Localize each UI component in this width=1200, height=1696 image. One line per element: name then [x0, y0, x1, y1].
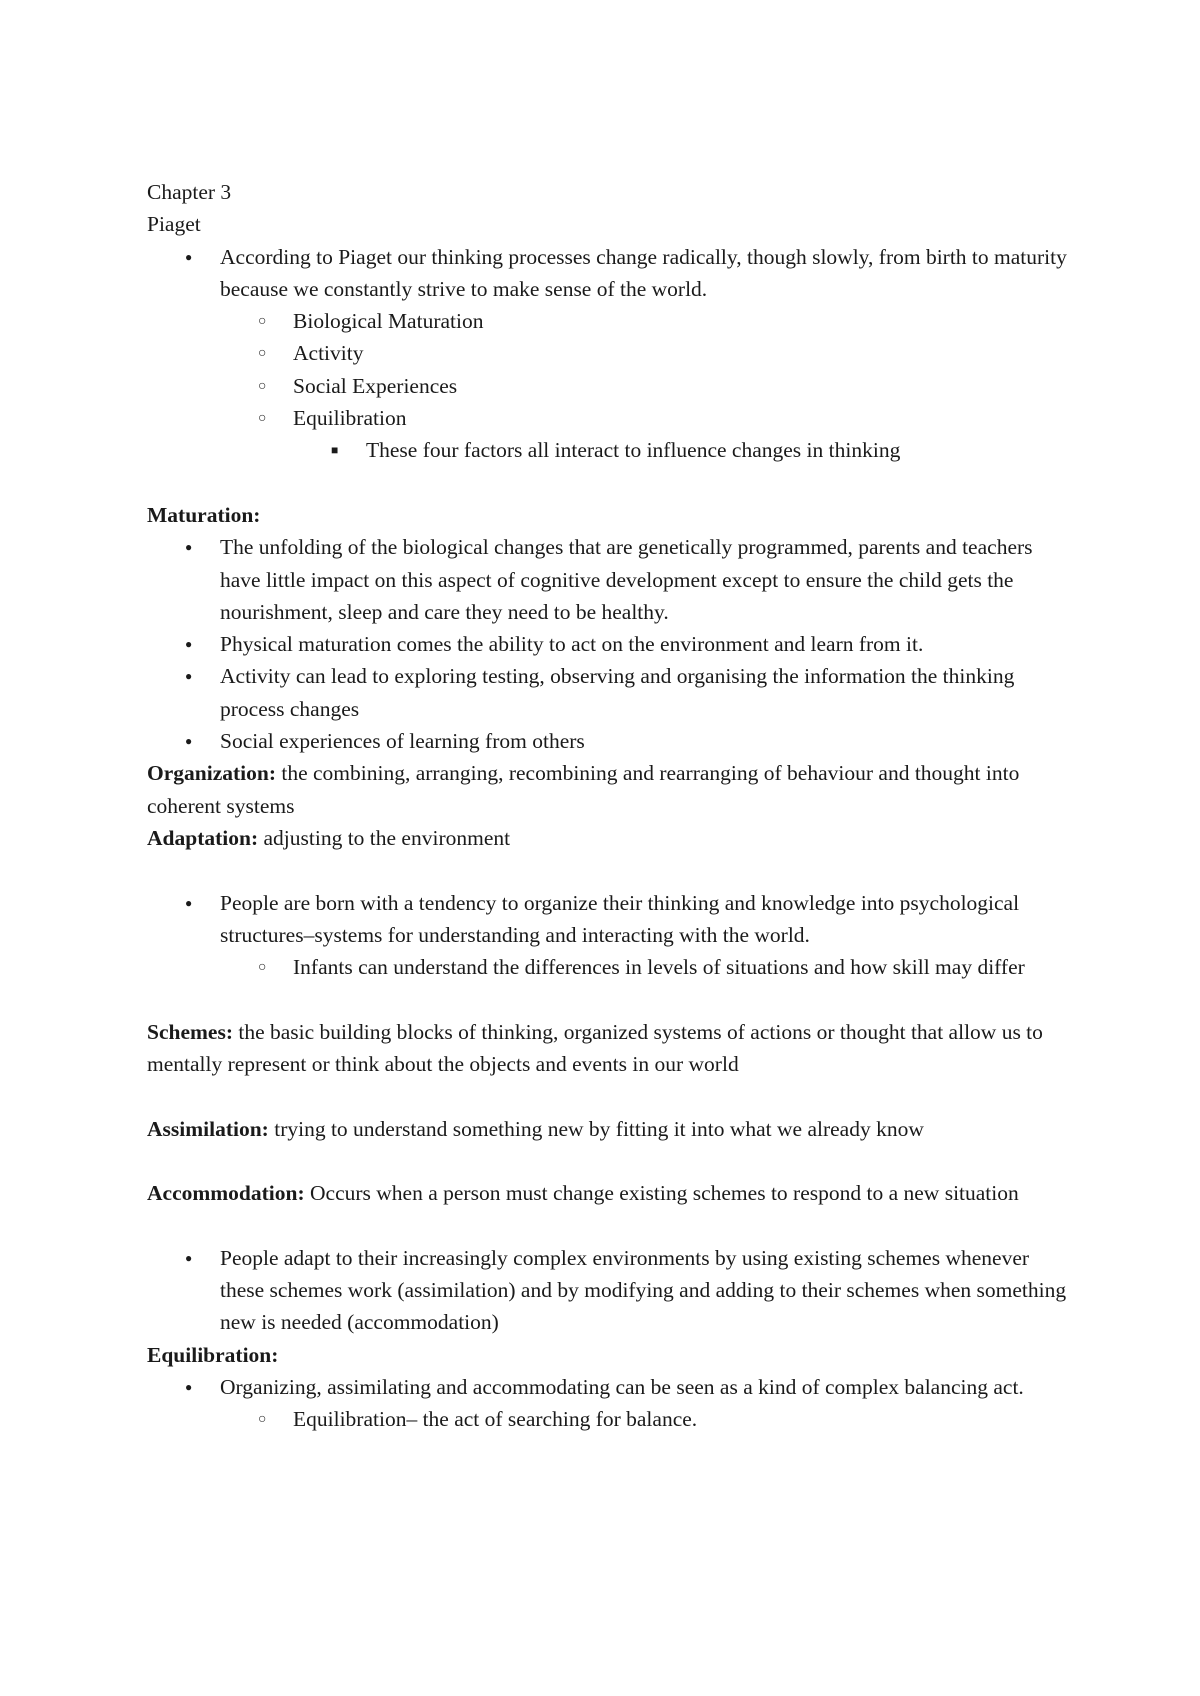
bullet-circle-icon [258, 951, 266, 984]
list-item [147, 1403, 1067, 1435]
maturation-term: Maturation: [147, 502, 261, 527]
bullet-disc-icon [185, 241, 192, 273]
adaptation-point: People are born with a tendency to organize their thinking and knowledge into psychological structures–systems for understanding and interacting with the world. [220, 890, 1020, 947]
document-page [147, 176, 1067, 1436]
maturation-point: The unfolding of the biological changes that are genetically programmed, parents and teachers have little impact on this aspect of cognitive development except to ensure the child gets the nourishment, sleep and care they need to be healthy. [220, 535, 1033, 624]
schemes-definition: the basic building blocks of thinking, organized systems of actions or thought that allow us to mentally represent or think about the objects and events in our world [147, 1019, 1043, 1077]
factor-text: Activity [293, 341, 364, 366]
organization-paragraph [147, 757, 1067, 822]
equilibration-point: Organizing, assimilating and accommodating can be seen as a kind of complex balancing act. [220, 1374, 1024, 1399]
adaptation-definition: adjusting to the environment [258, 825, 511, 850]
equilibration-term: Equilibration: [147, 1342, 279, 1367]
intro-text: According to Piaget our thinking processes change radically, though slowly, from birth to maturity because we constantly strive to make sense of the world. [220, 244, 1067, 301]
blank-line [147, 854, 1067, 886]
list-item [147, 887, 1067, 952]
assimilation-term: Assimilation: [147, 1116, 269, 1141]
chapter-heading: Chapter 3 [147, 180, 232, 204]
topic-heading: Piaget [147, 212, 201, 237]
adaptation-paragraph [147, 822, 1067, 854]
assimilation-definition: trying to understand something new by fitting it into what we already know [268, 1116, 924, 1141]
list-item [147, 434, 1067, 466]
blank-line [147, 1080, 1067, 1112]
adaptation-subpoint: Infants can understand the differences in levels of situations and how skill may differ [293, 955, 1025, 980]
list-item [147, 531, 1067, 628]
blank-line [147, 983, 1067, 1015]
bullet-circle-icon [258, 337, 266, 370]
bullet-circle-icon [258, 1403, 266, 1436]
maturation-point: Physical maturation comes the ability to act on the environment and learn from it. [220, 632, 924, 657]
bullet-disc-icon [185, 725, 192, 757]
list-item [147, 337, 1067, 369]
bullet-circle-icon [258, 305, 266, 338]
blank-line [147, 1210, 1067, 1242]
factor-text: Equilibration [293, 406, 407, 431]
factor-text: Biological Maturation [293, 309, 484, 334]
bullet-square-icon [331, 434, 338, 466]
list-item [147, 1371, 1067, 1403]
schemes-paragraph [147, 1016, 1067, 1081]
factors-note: These four factors all interact to influence changes in thinking [366, 438, 901, 463]
bullet-circle-icon [258, 370, 266, 403]
list-item [147, 305, 1067, 337]
accommodation-definition: Occurs when a person must change existing schemes to respond to a new situation [304, 1181, 1019, 1206]
list-item [147, 660, 1067, 725]
list-item [147, 370, 1067, 402]
accommodation-point: People adapt to their increasingly complex environments by using existing schemes whenever these schemes work (assimilation) and by modifying and adding to their schemes when something new is needed (accommodation) [220, 1245, 1067, 1335]
accommodation-paragraph [147, 1177, 1067, 1209]
adaptation-term: Adaptation: [147, 825, 259, 850]
factor-text: Social Experiences [293, 373, 458, 398]
bullet-circle-icon [258, 402, 266, 435]
list-item [147, 1242, 1067, 1339]
assimilation-paragraph [147, 1113, 1067, 1145]
organization-definition: the combining, arranging, recombining and rearranging of behaviour and thought into coherent systems [147, 761, 1020, 818]
maturation-point: Activity can lead to exploring testing, observing and organising the information the thinking process changes [220, 664, 1015, 721]
list-item [147, 241, 1067, 306]
organization-term: Organization: [147, 761, 276, 786]
bullet-disc-icon [185, 1371, 192, 1403]
bullet-disc-icon [185, 1242, 192, 1274]
maturation-point: Social experiences of learning from others [220, 729, 585, 754]
blank-line [147, 467, 1067, 499]
accommodation-term: Accommodation: [147, 1181, 305, 1206]
list-item [147, 628, 1067, 660]
bullet-disc-icon [185, 628, 192, 660]
list-item [147, 725, 1067, 757]
bullet-disc-icon [185, 531, 192, 563]
blank-line [147, 1145, 1067, 1177]
list-item [147, 402, 1067, 434]
schemes-term: Schemes: [147, 1019, 233, 1044]
list-item [147, 951, 1067, 983]
equilibration-subpoint: Equilibration– the act of searching for balance. [293, 1407, 698, 1432]
bullet-disc-icon [185, 887, 192, 919]
bullet-disc-icon [185, 660, 192, 692]
